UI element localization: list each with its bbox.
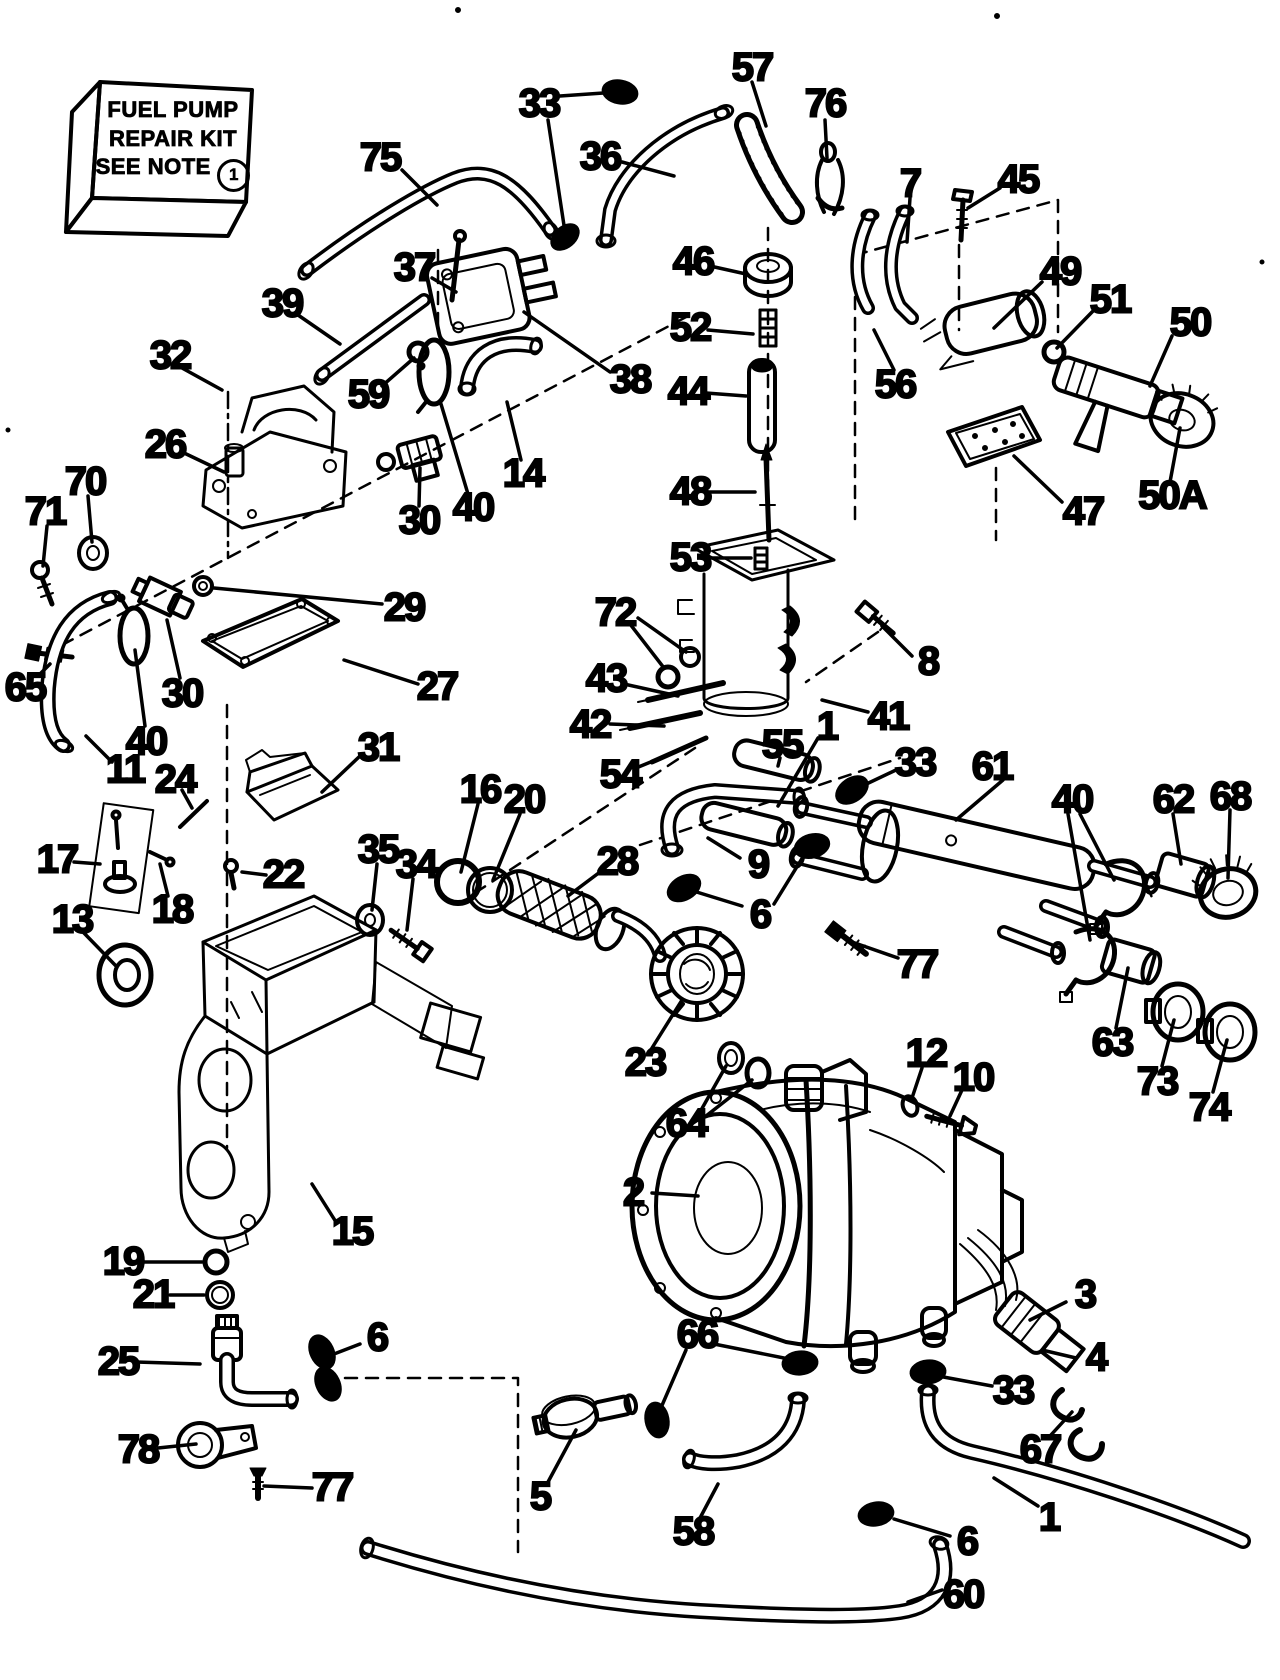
callout-58-77: 58 bbox=[672, 1509, 714, 1554]
leader-2-67 bbox=[652, 1193, 698, 1196]
callout-14-85: 14 bbox=[502, 451, 544, 496]
callout-50A-21: 50A bbox=[1138, 473, 1206, 518]
leader-38-14 bbox=[524, 312, 610, 372]
callout-72-28: 72 bbox=[594, 590, 636, 635]
callout-33-1: 33 bbox=[518, 81, 560, 126]
leader-33-42 bbox=[858, 770, 896, 788]
callout-18-55: 18 bbox=[151, 887, 193, 932]
callout-3-78: 3 bbox=[1074, 1272, 1096, 1317]
leader-25-71 bbox=[136, 1362, 200, 1364]
callout-21-69: 21 bbox=[132, 1272, 174, 1317]
callout-24-41: 24 bbox=[154, 757, 196, 802]
callout-40-45: 40 bbox=[1051, 777, 1093, 822]
callout-8-29: 8 bbox=[917, 639, 939, 684]
callout-17-50: 17 bbox=[36, 837, 78, 882]
callout-39-10: 39 bbox=[261, 281, 303, 326]
callout-30-32: 30 bbox=[161, 671, 203, 716]
leader-52-16 bbox=[708, 330, 753, 334]
callout-62-46: 62 bbox=[1152, 777, 1194, 822]
callout-57-3: 57 bbox=[731, 45, 773, 90]
callout-61-43: 61 bbox=[971, 744, 1013, 789]
callout-29-27: 29 bbox=[383, 585, 425, 630]
leader-31-57 bbox=[322, 756, 360, 792]
leader-60-84 bbox=[908, 1590, 942, 1602]
leader-66-75 bbox=[660, 1350, 686, 1410]
callout-23-59: 23 bbox=[624, 1040, 666, 1085]
leader-44-17 bbox=[706, 393, 746, 396]
leader-33-80 bbox=[938, 1376, 992, 1386]
leader-47-20 bbox=[1014, 456, 1062, 502]
callout-44-17: 44 bbox=[667, 369, 709, 414]
callout-66-75: 66 bbox=[676, 1312, 718, 1357]
leader-49-7 bbox=[994, 282, 1042, 328]
leader-39-10 bbox=[298, 315, 340, 344]
callout-33-80: 33 bbox=[992, 1368, 1034, 1413]
callout-25-71: 25 bbox=[97, 1339, 139, 1384]
callout-6-54: 6 bbox=[749, 892, 771, 937]
callout-2-67: 2 bbox=[622, 1170, 644, 1215]
note-line-3: SEE NOTE 1 bbox=[92, 153, 254, 192]
leader-8-29 bbox=[882, 626, 912, 656]
callout-11-37: 11 bbox=[105, 747, 145, 792]
callout-9-44: 9 bbox=[747, 842, 769, 887]
leader-74-63 bbox=[1213, 1040, 1227, 1092]
leader-4-79 bbox=[1042, 1350, 1076, 1358]
callout-20-49: 20 bbox=[503, 777, 545, 822]
callout-64-64: 64 bbox=[665, 1101, 707, 1146]
callout-50-9: 50 bbox=[1169, 300, 1211, 345]
callout-63-61: 63 bbox=[1091, 1020, 1133, 1065]
leader-77-74 bbox=[264, 1486, 312, 1488]
leader-9-44 bbox=[708, 838, 740, 858]
callout-68-47: 68 bbox=[1209, 774, 1251, 819]
callout-1-40: 1 bbox=[816, 704, 838, 749]
leader-66-75 bbox=[714, 1344, 794, 1360]
callout-65-33: 65 bbox=[4, 665, 46, 710]
callout-5-76: 5 bbox=[529, 1474, 551, 1519]
callout-36-2: 36 bbox=[579, 134, 621, 179]
leader-26-22 bbox=[182, 452, 224, 472]
callout-6-83: 6 bbox=[956, 1519, 978, 1564]
callout-59-13: 59 bbox=[347, 372, 389, 417]
leader-20-49 bbox=[493, 814, 520, 880]
leader-1-82 bbox=[994, 1478, 1038, 1506]
callout-16-48: 16 bbox=[459, 767, 501, 812]
callout-77-74: 77 bbox=[311, 1465, 353, 1510]
callout-41-30: 41 bbox=[867, 694, 909, 739]
leader-78-73 bbox=[158, 1444, 196, 1448]
leader-68-47 bbox=[1228, 810, 1230, 878]
leader-37-11 bbox=[432, 278, 456, 292]
callout-67-81: 67 bbox=[1019, 1427, 1061, 1472]
leader-51-8 bbox=[1057, 310, 1094, 348]
callout-4-79: 4 bbox=[1085, 1335, 1107, 1380]
callout-48-19: 48 bbox=[669, 469, 711, 514]
callout-55-39: 55 bbox=[761, 722, 803, 767]
callout-34-52: 34 bbox=[395, 842, 437, 887]
leader-29-27 bbox=[214, 588, 382, 604]
leader-50-9 bbox=[1150, 336, 1172, 386]
callout-12-65: 12 bbox=[905, 1031, 947, 1076]
leader-64-64 bbox=[706, 1080, 752, 1116]
callout-19-68: 19 bbox=[102, 1239, 144, 1284]
callout-54-38: 54 bbox=[599, 752, 641, 797]
callout-10-66: 10 bbox=[952, 1055, 994, 1100]
callout-46-15: 46 bbox=[672, 239, 714, 284]
note-number-circle: 1 bbox=[217, 159, 250, 192]
leader-6-54 bbox=[690, 890, 742, 906]
leader-75-0 bbox=[402, 170, 437, 205]
callout-56-18: 56 bbox=[874, 362, 916, 407]
callout-78-73: 78 bbox=[117, 1427, 159, 1472]
leader-77-60 bbox=[852, 942, 898, 958]
callout-60-84: 60 bbox=[942, 1572, 984, 1617]
callout-22-58: 22 bbox=[262, 852, 304, 897]
callout-15-70: 15 bbox=[331, 1209, 373, 1254]
leader-72-28 bbox=[638, 618, 686, 652]
note-line-2: REPAIR KIT bbox=[108, 125, 238, 151]
callout-28-53: 28 bbox=[596, 839, 638, 884]
callout-32-12: 32 bbox=[149, 333, 191, 378]
callout-31-57: 31 bbox=[357, 725, 399, 770]
callout-71-24: 71 bbox=[24, 489, 66, 534]
callout-73-62: 73 bbox=[1136, 1059, 1178, 1104]
leader-33-1 bbox=[548, 120, 565, 232]
callout-40-86: 40 bbox=[452, 485, 494, 530]
callout-74-63: 74 bbox=[1188, 1085, 1230, 1130]
leader-16-48 bbox=[461, 804, 478, 872]
callout-38-14: 38 bbox=[609, 357, 651, 402]
callout-75-0: 75 bbox=[359, 135, 401, 180]
leader-5-76 bbox=[548, 1430, 576, 1482]
leader-3-78 bbox=[1030, 1302, 1066, 1320]
callout-33-42: 33 bbox=[894, 740, 936, 785]
callout-45-6: 45 bbox=[997, 157, 1039, 202]
callout-1-82: 1 bbox=[1038, 1495, 1060, 1540]
leader-46-15 bbox=[710, 266, 746, 274]
leader-6-72 bbox=[334, 1344, 360, 1354]
leader-30-32 bbox=[167, 620, 180, 678]
callout-76-4: 76 bbox=[804, 81, 846, 126]
leader-28-53 bbox=[568, 872, 600, 896]
callout-42-35: 42 bbox=[569, 702, 611, 747]
leader-27-34 bbox=[344, 660, 418, 684]
leader-17-50 bbox=[74, 862, 100, 864]
callout-35-51: 35 bbox=[357, 827, 399, 872]
leader-40-86 bbox=[441, 404, 468, 494]
callout-47-20: 47 bbox=[1062, 489, 1104, 534]
callout-27-34: 27 bbox=[416, 664, 458, 709]
callout-37-11: 37 bbox=[393, 245, 435, 290]
leader-33-1 bbox=[560, 92, 618, 96]
callout-53-26: 53 bbox=[669, 535, 711, 580]
leader-40-45 bbox=[1080, 814, 1114, 880]
leader-63-61 bbox=[1116, 968, 1128, 1028]
callout-13-56: 13 bbox=[51, 897, 93, 942]
leader-43-31 bbox=[624, 684, 678, 696]
callout-43-31: 43 bbox=[585, 656, 627, 701]
callout-26-22: 26 bbox=[144, 422, 186, 467]
callout-52-16: 52 bbox=[669, 305, 711, 350]
callout-40-36: 40 bbox=[125, 719, 167, 764]
callout-49-7: 49 bbox=[1039, 249, 1081, 294]
leader-45-6 bbox=[968, 188, 1000, 208]
callout-51-8: 51 bbox=[1089, 277, 1131, 322]
leader-40-45 bbox=[1068, 814, 1090, 940]
callout-7-5: 7 bbox=[899, 161, 921, 206]
leader-6-83 bbox=[894, 1519, 950, 1536]
callout-77-60: 77 bbox=[896, 942, 938, 987]
callout-6-72: 6 bbox=[366, 1315, 388, 1360]
leader-36-2 bbox=[622, 162, 674, 176]
leader-42-35 bbox=[610, 724, 664, 726]
repair-kit-note bbox=[92, 96, 254, 192]
callout-70-23: 70 bbox=[64, 459, 106, 504]
leader-40-36 bbox=[135, 650, 145, 726]
callout-30-25: 30 bbox=[398, 498, 440, 543]
leader-54-38 bbox=[636, 750, 680, 768]
note-line-1: FUEL PUMP bbox=[107, 97, 239, 122]
leader-6-54 bbox=[774, 852, 806, 904]
